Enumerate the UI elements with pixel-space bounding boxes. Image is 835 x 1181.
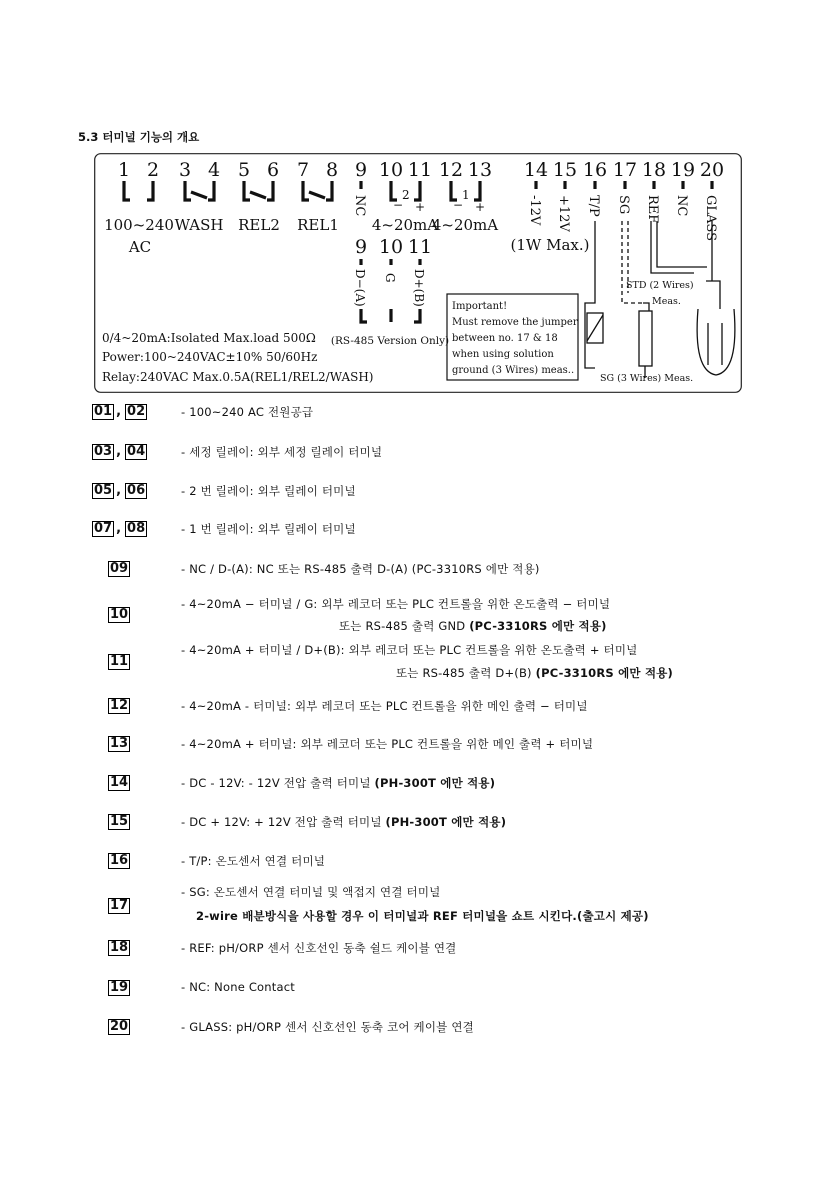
out1-sub: 1	[462, 188, 470, 202]
terminal-badge: 17	[110, 898, 129, 913]
rs-num-11: 11	[407, 236, 433, 258]
section-title: 5.3 터미널 기능의 개요	[78, 130, 200, 144]
term-num-13: 13	[467, 159, 493, 181]
label-glass: GLASS	[703, 195, 718, 241]
term-num-8: 8	[325, 159, 339, 181]
term-num-7: 7	[296, 159, 310, 181]
label-plus12: +12V	[556, 195, 571, 232]
item-desc: - 4~20mA − 터미널 / G: 외부 레코더 또는 PLC 컨트롤을 위한 온도출력 − 터미널	[181, 597, 611, 611]
rs-label-db: D+(B)	[412, 269, 426, 307]
terminal-badge: 05	[94, 483, 113, 498]
term-num-20: 20	[699, 159, 725, 181]
item-desc-line2: 2-wire 배분방식을 사용할 경우 이 터미널과 REF 터미널을 쇼트 시킨다.(출고시 제공)	[196, 909, 649, 923]
terminal-badge: 07	[94, 521, 113, 536]
item-desc: - 1 번 릴레이: 외부 릴레이 터미널	[181, 522, 356, 536]
label-out2: 4~20mA	[371, 216, 439, 234]
term-num-9: 9	[354, 159, 368, 181]
term-num-17: 17	[612, 159, 638, 181]
item-desc-line2: 또는 RS-485 출력 GND (PC-3310RS 에만 적용)	[339, 619, 607, 633]
label-rel2: REL2	[238, 216, 280, 234]
label-wash: WASH	[174, 216, 224, 234]
important-line-4: when using solution	[452, 349, 554, 360]
terminal-badge: 10	[110, 607, 129, 622]
spec-output: 0/4~20mA:Isolated Max.load 500Ω	[102, 331, 316, 345]
terminal-badge: 12	[110, 698, 129, 713]
std-label: STD (2 Wires)	[626, 280, 694, 291]
label-ac-range: 100~240	[104, 216, 174, 234]
terminal-badge: 08	[127, 521, 146, 536]
terminal-badge: 04	[127, 444, 146, 459]
item-desc: - GLASS: pH/ORP 센서 신호선인 동축 코어 케이블 연결	[181, 1020, 474, 1034]
term-num-18: 18	[641, 159, 667, 181]
label-out1: 4~20mA	[431, 216, 499, 234]
label-nc19: NC	[674, 195, 689, 217]
terminal-badge: 19	[110, 980, 129, 995]
out2-plus: +	[415, 200, 426, 214]
term-num-12: 12	[438, 159, 464, 181]
rs-version-label: (RS-485 Version Only)	[330, 335, 450, 347]
terminal-badge: 09	[110, 561, 129, 576]
term-num-6: 6	[266, 159, 280, 181]
terminal-badge: 11	[110, 654, 129, 669]
term-num-1: 1	[117, 159, 131, 181]
item-desc: - 4~20mA - 터미널: 외부 레코더 또는 PLC 컨트롤을 위한 메인 출력 − 터미널	[181, 699, 588, 713]
important-line-2: Must remove the jumper	[452, 317, 578, 328]
terminal-badge: 16	[110, 853, 129, 868]
item-desc: - 4~20mA + 터미널: 외부 레코더 또는 PLC 컨트롤을 위한 메인 출력 + 터미널	[181, 737, 594, 751]
item-desc: - NC / D-(A): NC 또는 RS-485 출력 D-(A) (PC-3310RS 에만 적용)	[181, 562, 540, 576]
spec-relay: Relay:240VAC Max.0.5A(REL1/REL2/WASH)	[102, 370, 374, 384]
item-desc: - T/P: 온도센서 연결 터미널	[181, 854, 326, 868]
sg3-label: SG (3 Wires) Meas.	[600, 373, 694, 384]
item-desc: - 2 번 릴레이: 외부 릴레이 터미널	[181, 484, 356, 498]
terminal-badge: 06	[127, 483, 146, 498]
label-sg: SG	[616, 195, 631, 215]
term-num-16: 16	[582, 159, 608, 181]
label-power-note: (1W Max.)	[510, 236, 590, 254]
item-desc: - 100~240 AC 전원공급	[181, 405, 314, 419]
terminal-diagram	[94, 153, 742, 393]
item-desc: - NC: None Contact	[181, 980, 295, 994]
rs-label-g: G	[383, 273, 397, 283]
term-num-4: 4	[207, 159, 221, 181]
terminal-badge: 14	[110, 775, 129, 790]
label-tp: T/P	[586, 195, 601, 217]
term-num-10: 10	[378, 159, 404, 181]
term-num-2: 2	[146, 159, 160, 181]
term-num-5: 5	[237, 159, 251, 181]
important-line-1: Important!	[452, 301, 508, 312]
out1-plus: +	[475, 200, 486, 214]
terminal-badge: 18	[110, 940, 129, 955]
out1-minus: −	[453, 198, 464, 212]
item-desc-line2: 또는 RS-485 출력 D+(B) (PC-3310RS 에만 적용)	[396, 666, 674, 680]
item-desc: - DC + 12V: + 12V 전압 출력 터미널 (PH-300T 에만 적용)	[181, 815, 507, 829]
rs-num-9: 9	[354, 236, 368, 258]
terminal-badge: 20	[110, 1019, 129, 1034]
terminal-badge: 02	[127, 404, 146, 419]
out2-minus: −	[393, 198, 404, 212]
item-desc: - 세정 릴레이: 외부 세정 릴레이 터미널	[181, 445, 383, 459]
term-num-19: 19	[670, 159, 696, 181]
out2-sub: 2	[402, 188, 410, 202]
item-desc: - REF: pH/ORP 센서 신호선인 동축 쉴드 케이블 연결	[181, 941, 457, 955]
important-line-3: between no. 17 & 18	[452, 333, 558, 344]
terminal-badge: 03	[94, 444, 113, 459]
term-num-3: 3	[178, 159, 192, 181]
important-line-5: ground (3 Wires) meas..	[452, 365, 575, 376]
rs-num-10: 10	[378, 236, 404, 258]
rs-label-da: D−(A)	[353, 269, 367, 307]
terminal-badge: 01	[94, 404, 113, 419]
meas-label: Meas.	[652, 296, 681, 307]
terminal-badge: 13	[110, 736, 129, 751]
item-desc: - 4~20mA + 터미널 / D+(B): 외부 레코더 또는 PLC 컨트롤을 위한 온도출력 + 터미널	[181, 643, 638, 657]
terminal-badge: 15	[110, 814, 129, 829]
label-minus12: -12V	[527, 195, 542, 226]
label-ac: AC	[128, 238, 152, 256]
term-num-11: 11	[407, 159, 433, 181]
item-desc: - SG: 온도센서 연결 터미널 및 액접지 연결 터미널	[181, 885, 441, 899]
label-rel1: REL1	[297, 216, 339, 234]
term-num-15: 15	[552, 159, 578, 181]
label-nc9: NC	[352, 195, 367, 217]
term-num-14: 14	[523, 159, 549, 181]
label-ref: REF	[645, 195, 660, 224]
item-desc: - DC - 12V: - 12V 전압 출력 터미널 (PH-300T 에만 적용)	[181, 776, 496, 790]
spec-power: Power:100~240VAC±10% 50/60Hz	[102, 350, 318, 364]
